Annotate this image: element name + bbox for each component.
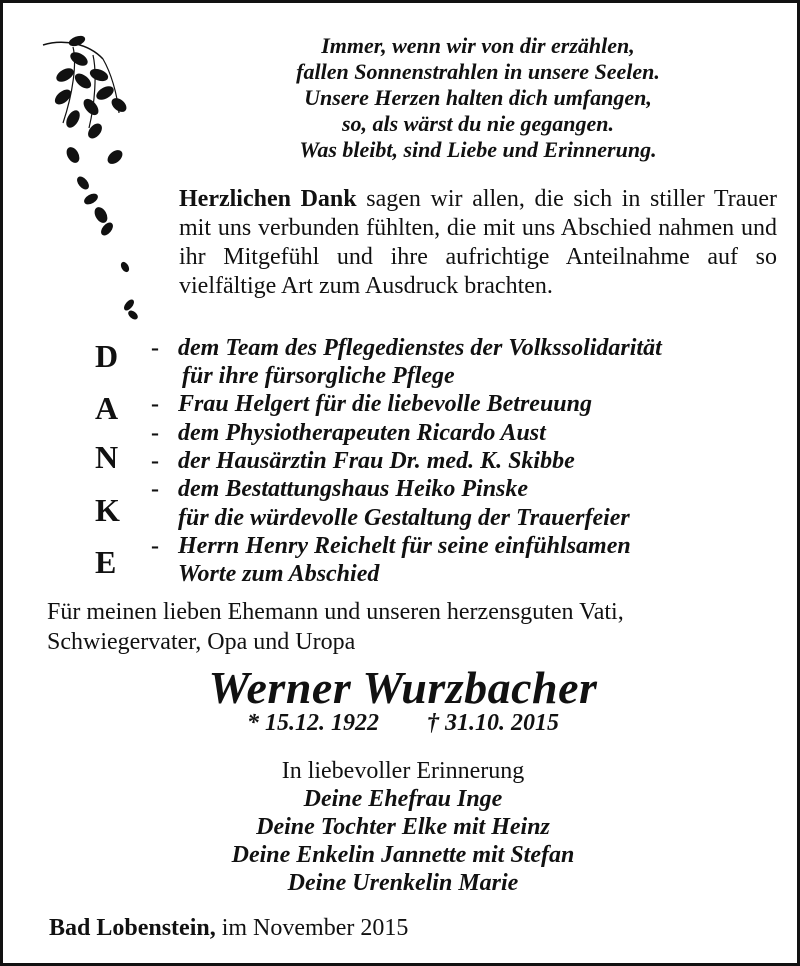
thanks-paragraph [179,185,777,301]
thanks-list-line: dem Bestattungshaus Heiko Pinske [178,476,529,502]
thanks-body: sagen wir allen, die sich in stiller Trauer mit uns verbunden fühlten, die mit uns Abschied nahmen und ihr Mitgefühl und ihre aufrichtige Anteilnahme auf so vielfältige Art zum Ausdruck brachten. [179,186,777,299]
place: Bad Lobenstein, [49,915,216,941]
life-dates [3,710,800,737]
falling-leaves-icon [33,33,163,333]
thanks-list-line: dem Team des Pflegedienstes der Volkssolidarität [178,335,662,361]
thanks-list-line: der Hausärztin Frau Dr. med. K. Skibbe [178,448,575,474]
dash: - [151,448,159,474]
thanks-list-line: Worte zum Abschied [178,561,380,587]
thanks-list-line: Herrn Henry Reichelt für seine einfühlsamen [178,533,631,559]
dedication [47,597,767,657]
dash: - [151,420,159,446]
dash: - [151,533,159,559]
thanks-list-line: Frau Helgert für die liebevolle Betreuung [178,391,592,417]
poem [233,33,723,163]
thanks-list-line: dem Physiotherapeuten Ricardo Aust [178,420,546,446]
thanks-lead: Herzlichen Dank [179,186,357,212]
memory-block [3,757,800,897]
poem-line: Unsere Herzen halten dich umfangen, [304,85,652,110]
signature-line: Deine Enkelin Jannette mit Stefan [231,842,575,868]
dash: - [151,391,159,417]
thanks-list-line: für die würdevolle Gestaltung der Trauerfeier [178,505,630,531]
danke-letter: N [95,439,119,475]
thanks-list-line: für ihre fürsorgliche Pflege [182,363,455,389]
birth-date: * 15.12. 1922 [247,710,379,736]
signature-line: Deine Ehefrau Inge [303,786,503,812]
place-and-date [49,915,408,942]
signature-line: Deine Urenkelin Marie [287,870,519,896]
poem-line: so, als wärst du nie gegangen. [342,111,614,136]
deceased-name: Werner Wurzbacher [208,662,598,713]
dash: - [151,335,159,361]
danke-letter: D [95,338,119,374]
date: im November 2015 [215,915,409,941]
danke-letter: E [95,544,117,580]
dedication-line: Schwiegervater, Opa und Uropa [47,629,356,655]
danke-letter: K [95,492,120,528]
dash: - [151,476,159,502]
poem-line: Was bleibt, sind Liebe und Erinnerung. [299,137,657,162]
dedication-line: Für meinen lieben Ehemann und unseren herzensguten Vati, [47,599,624,625]
danke-letter: A [95,390,119,426]
poem-line: fallen Sonnenstrahlen in unsere Seelen. [296,59,660,84]
signature-line: Deine Tochter Elke mit Heinz [256,814,550,840]
poem-line: Immer, wenn wir von dir erzählen, [321,33,635,58]
memory-intro: In liebevoller Erinnerung [281,758,525,784]
death-date: † 31.10. 2015 [427,710,559,736]
